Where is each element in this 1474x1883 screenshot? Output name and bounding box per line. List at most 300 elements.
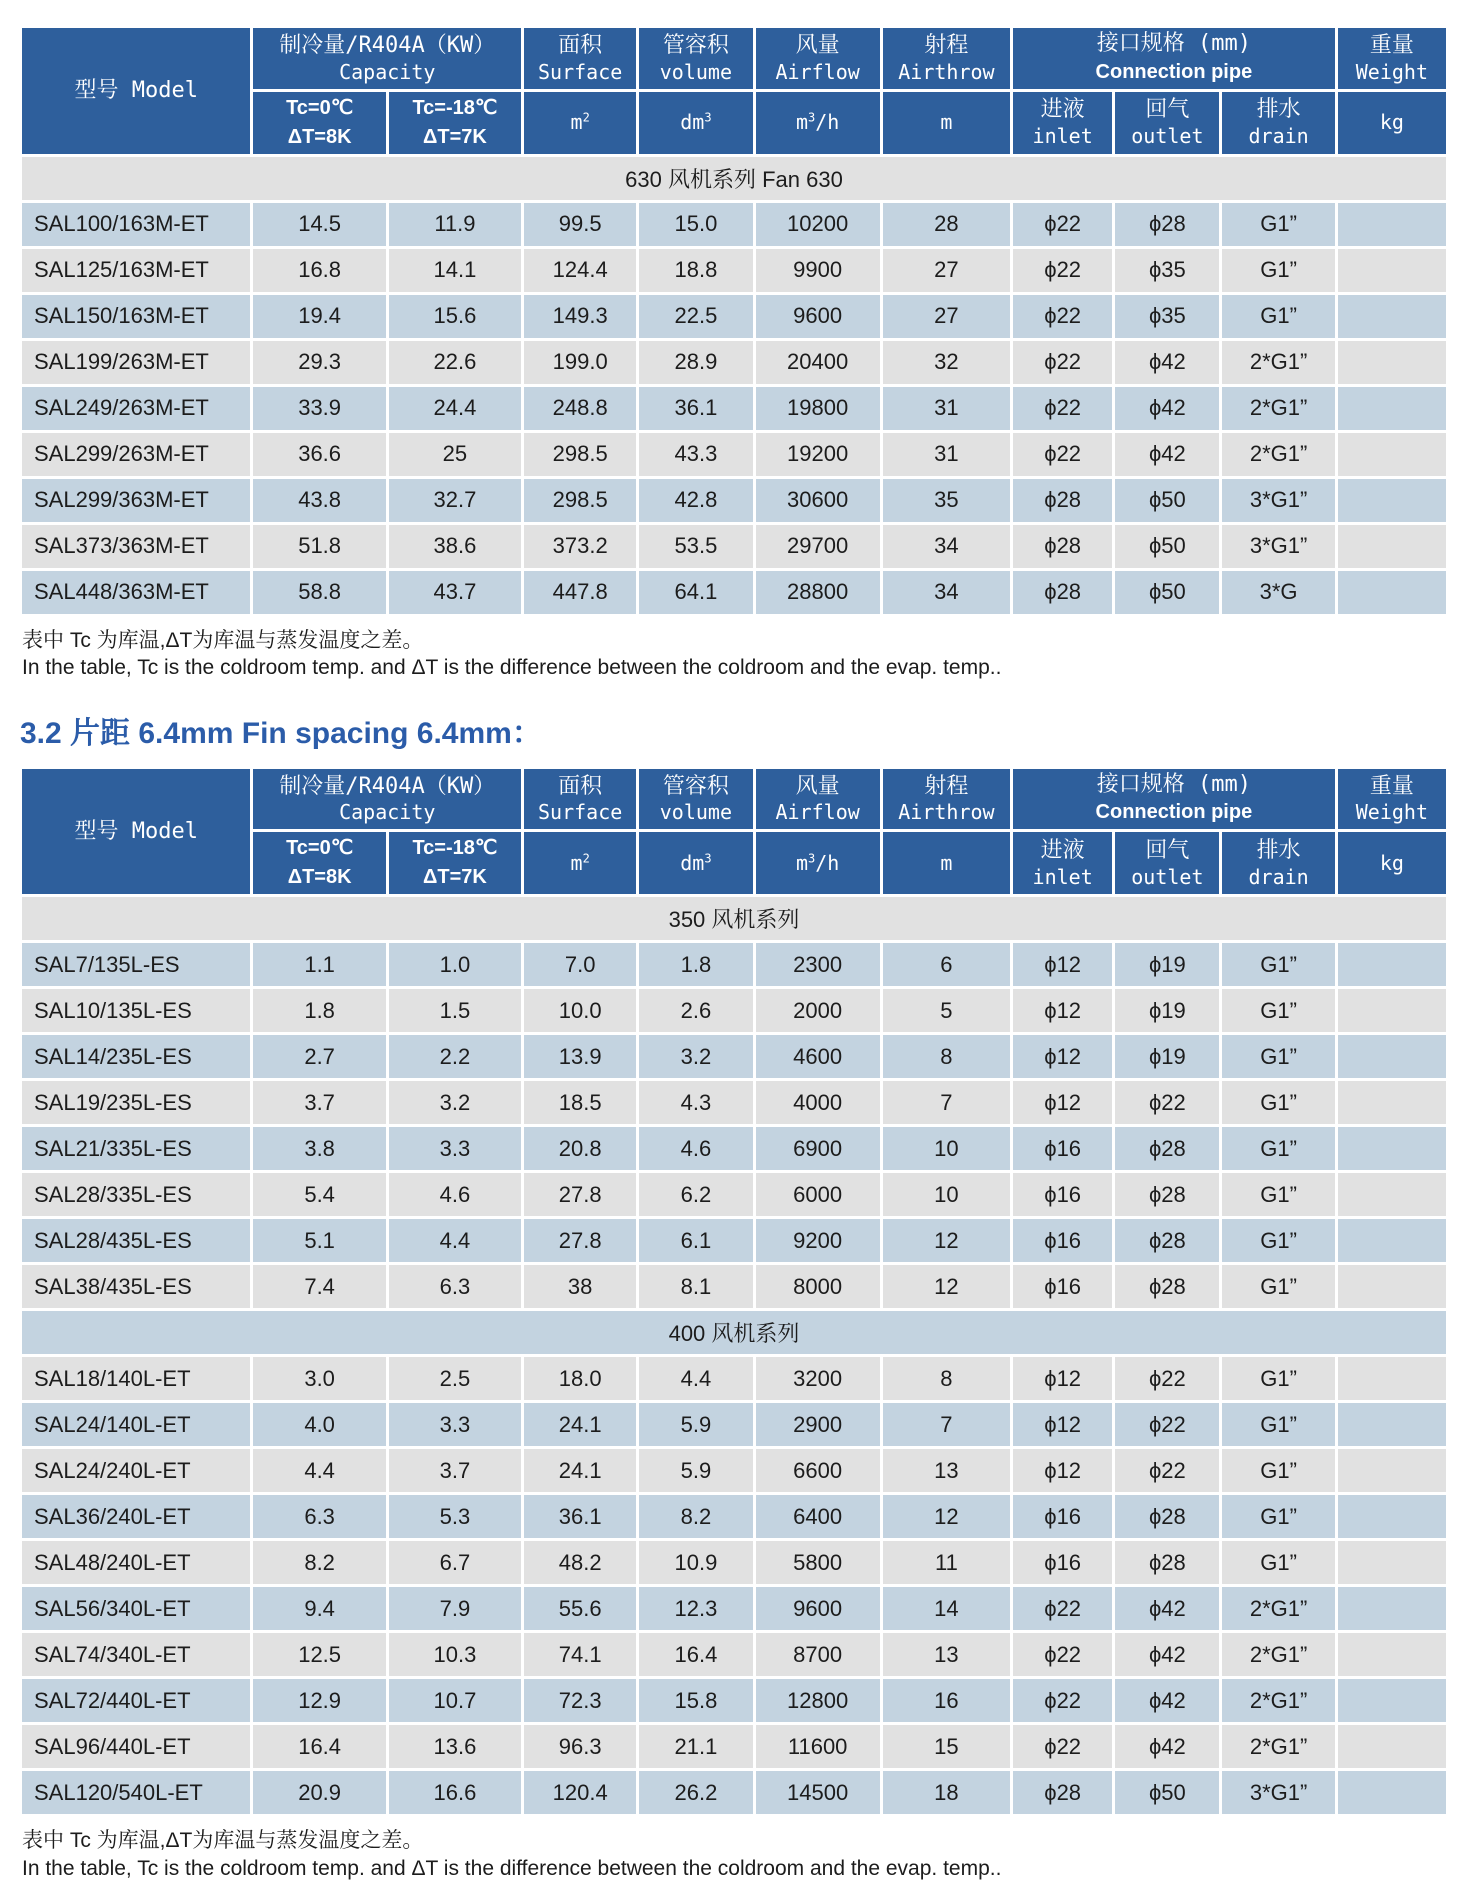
value-cell: 5800 bbox=[756, 1541, 880, 1584]
note-line-cn: 表中 Tc 为库温,ΔT为库温与蒸发温度之差。 bbox=[22, 1829, 424, 1853]
value-cell: 64.1 bbox=[639, 571, 752, 614]
value-cell: 124.4 bbox=[524, 249, 636, 292]
value-cell: 19800 bbox=[756, 387, 880, 430]
value-cell bbox=[1338, 1541, 1446, 1584]
value-cell: 27 bbox=[883, 295, 1010, 338]
value-cell: ϕ50 bbox=[1115, 525, 1219, 568]
col-header-inlet: 进液 inlet bbox=[1013, 92, 1112, 154]
value-cell: ϕ12 bbox=[1013, 1081, 1112, 1124]
value-cell: ϕ50 bbox=[1115, 1771, 1219, 1814]
value-cell: 18.8 bbox=[639, 249, 752, 292]
value-cell bbox=[1338, 203, 1446, 246]
value-cell: ϕ28 bbox=[1115, 1127, 1219, 1170]
value-cell: ϕ28 bbox=[1013, 479, 1112, 522]
value-cell: ϕ42 bbox=[1115, 433, 1219, 476]
model-cell: SAL19/235L-ES bbox=[22, 1081, 250, 1124]
value-cell: G1” bbox=[1222, 1173, 1334, 1216]
table-row bbox=[22, 1035, 1446, 1078]
table-row bbox=[22, 479, 1446, 522]
value-cell: G1” bbox=[1222, 1357, 1334, 1400]
value-cell: 29.3 bbox=[253, 341, 385, 384]
model-cell: SAL299/263M-ET bbox=[22, 433, 250, 476]
model-cell: SAL24/240L-ET bbox=[22, 1449, 250, 1492]
value-cell: 6 bbox=[883, 943, 1010, 986]
table-row bbox=[22, 295, 1446, 338]
value-cell: 5.9 bbox=[639, 1403, 752, 1446]
value-cell: 22.5 bbox=[639, 295, 752, 338]
model-cell: SAL199/263M-ET bbox=[22, 341, 250, 384]
value-cell: 25 bbox=[389, 433, 521, 476]
value-cell: 43.3 bbox=[639, 433, 752, 476]
value-cell: ϕ16 bbox=[1013, 1541, 1112, 1584]
value-cell: ϕ22 bbox=[1013, 341, 1112, 384]
value-cell bbox=[1338, 1771, 1446, 1814]
value-cell: 13.6 bbox=[389, 1725, 521, 1768]
value-cell: 28 bbox=[883, 203, 1010, 246]
value-cell bbox=[1338, 1265, 1446, 1308]
value-cell: 7.0 bbox=[524, 943, 636, 986]
value-cell: 16.6 bbox=[389, 1771, 521, 1814]
col-header-weight: 重量 Weight bbox=[1338, 28, 1446, 89]
value-cell: 14500 bbox=[756, 1771, 880, 1814]
value-cell: 29700 bbox=[756, 525, 880, 568]
value-cell: 35 bbox=[883, 479, 1010, 522]
value-cell: G1” bbox=[1222, 249, 1334, 292]
value-cell: 3*G1” bbox=[1222, 525, 1334, 568]
value-cell: 3*G bbox=[1222, 571, 1334, 614]
value-cell: ϕ28 bbox=[1115, 203, 1219, 246]
value-cell: 3.8 bbox=[253, 1127, 385, 1170]
model-cell: SAL28/335L-ES bbox=[22, 1173, 250, 1216]
value-cell: 31 bbox=[883, 387, 1010, 430]
value-cell: G1” bbox=[1222, 989, 1334, 1032]
model-cell: SAL150/163M-ET bbox=[22, 295, 250, 338]
note-line-cn: 表中 Tc 为库温,ΔT为库温与蒸发温度之差。 bbox=[22, 628, 424, 652]
col-header-model: 型号 Model bbox=[22, 769, 250, 895]
value-cell: 4.0 bbox=[253, 1403, 385, 1446]
value-cell: ϕ28 bbox=[1013, 525, 1112, 568]
value-cell: 6.2 bbox=[639, 1173, 752, 1216]
col-header-tc0: Tc=0℃ ΔT=8K bbox=[253, 92, 385, 154]
value-cell: 4.3 bbox=[639, 1081, 752, 1124]
value-cell: 5.9 bbox=[639, 1449, 752, 1492]
value-cell: 2*G1” bbox=[1222, 1633, 1334, 1676]
model-cell: SAL120/540L-ET bbox=[22, 1771, 250, 1814]
value-cell: 199.0 bbox=[524, 341, 636, 384]
value-cell: 3200 bbox=[756, 1357, 880, 1400]
table-row bbox=[22, 1173, 1446, 1216]
value-cell: 38.6 bbox=[389, 525, 521, 568]
value-cell: 7.4 bbox=[253, 1265, 385, 1308]
table-row bbox=[22, 1081, 1446, 1124]
value-cell: ϕ28 bbox=[1115, 1173, 1219, 1216]
value-cell: 27.8 bbox=[524, 1219, 636, 1262]
value-cell: 7 bbox=[883, 1081, 1010, 1124]
spec-table-fan630 bbox=[19, 25, 1449, 617]
col-header-airflow: 风量 Airflow bbox=[756, 769, 880, 830]
value-cell: 31 bbox=[883, 433, 1010, 476]
value-cell: 42.8 bbox=[639, 479, 752, 522]
value-cell: 1.5 bbox=[389, 989, 521, 1032]
model-cell: SAL373/363M-ET bbox=[22, 525, 250, 568]
value-cell: 12.3 bbox=[639, 1587, 752, 1630]
value-cell: 16.4 bbox=[639, 1633, 752, 1676]
value-cell: 14 bbox=[883, 1587, 1010, 1630]
value-cell: ϕ19 bbox=[1115, 943, 1219, 986]
value-cell: 5 bbox=[883, 989, 1010, 1032]
value-cell: 1.0 bbox=[389, 943, 521, 986]
col-header-airflow: 风量 Airflow bbox=[756, 28, 880, 89]
value-cell: G1” bbox=[1222, 1081, 1334, 1124]
series-section-row bbox=[22, 1311, 1446, 1354]
model-cell: SAL249/263M-ET bbox=[22, 387, 250, 430]
value-cell: 10.9 bbox=[639, 1541, 752, 1584]
value-cell: ϕ22 bbox=[1013, 295, 1112, 338]
value-cell: G1” bbox=[1222, 1403, 1334, 1446]
value-cell: 96.3 bbox=[524, 1725, 636, 1768]
value-cell: G1” bbox=[1222, 1541, 1334, 1584]
value-cell: 10.0 bbox=[524, 989, 636, 1032]
model-cell: SAL74/340L-ET bbox=[22, 1633, 250, 1676]
value-cell: 8700 bbox=[756, 1633, 880, 1676]
value-cell: 20400 bbox=[756, 341, 880, 384]
value-cell: G1” bbox=[1222, 1219, 1334, 1262]
value-cell: 7 bbox=[883, 1403, 1010, 1446]
value-cell: 99.5 bbox=[524, 203, 636, 246]
model-cell: SAL96/440L-ET bbox=[22, 1725, 250, 1768]
value-cell: 2*G1” bbox=[1222, 341, 1334, 384]
value-cell: ϕ42 bbox=[1115, 1587, 1219, 1630]
value-cell: ϕ16 bbox=[1013, 1495, 1112, 1538]
value-cell: ϕ22 bbox=[1115, 1403, 1219, 1446]
model-cell: SAL125/163M-ET bbox=[22, 249, 250, 292]
value-cell bbox=[1338, 249, 1446, 292]
value-cell: 298.5 bbox=[524, 479, 636, 522]
value-cell: 12 bbox=[883, 1495, 1010, 1538]
value-cell: ϕ22 bbox=[1013, 1725, 1112, 1768]
value-cell: 5.1 bbox=[253, 1219, 385, 1262]
table-note bbox=[22, 627, 1454, 682]
value-cell: ϕ50 bbox=[1115, 479, 1219, 522]
col-header-weight-unit: kg bbox=[1338, 92, 1446, 154]
value-cell: 48.2 bbox=[524, 1541, 636, 1584]
value-cell: ϕ28 bbox=[1115, 1265, 1219, 1308]
col-header-airflow-unit: $m^3/h$ bbox=[756, 92, 880, 154]
value-cell: 3.0 bbox=[253, 1357, 385, 1400]
series-section-label: 630 风机系列 Fan 630 bbox=[22, 157, 1446, 200]
value-cell: ϕ16 bbox=[1013, 1127, 1112, 1170]
model-cell: SAL299/363M-ET bbox=[22, 479, 250, 522]
value-cell: 8.2 bbox=[253, 1541, 385, 1584]
value-cell: 2*G1” bbox=[1222, 433, 1334, 476]
series-section-label: 400 风机系列 bbox=[22, 1311, 1446, 1354]
col-header-drain: 排水 drain bbox=[1222, 832, 1334, 894]
value-cell: 6.7 bbox=[389, 1541, 521, 1584]
value-cell: 10.7 bbox=[389, 1679, 521, 1722]
value-cell: 3.7 bbox=[389, 1449, 521, 1492]
value-cell: 15 bbox=[883, 1725, 1010, 1768]
value-cell: ϕ42 bbox=[1115, 1679, 1219, 1722]
value-cell: 12800 bbox=[756, 1679, 880, 1722]
table-row bbox=[22, 1219, 1446, 1262]
value-cell: 10 bbox=[883, 1127, 1010, 1170]
value-cell: 12.5 bbox=[253, 1633, 385, 1676]
col-header-volume: 管容积 volume bbox=[639, 28, 752, 89]
value-cell: 5.3 bbox=[389, 1495, 521, 1538]
value-cell: 6400 bbox=[756, 1495, 880, 1538]
value-cell: ϕ22 bbox=[1013, 249, 1112, 292]
col-header-outlet: 回气 outlet bbox=[1115, 92, 1219, 154]
value-cell: 28800 bbox=[756, 571, 880, 614]
col-header-capacity: 制冷量/R404A（KW） Capacity bbox=[253, 769, 521, 830]
col-header-surface: 面积 Surface bbox=[524, 769, 636, 830]
model-cell: SAL448/363M-ET bbox=[22, 571, 250, 614]
value-cell: ϕ12 bbox=[1013, 1035, 1112, 1078]
table-row bbox=[22, 1679, 1446, 1722]
value-cell bbox=[1338, 1035, 1446, 1078]
value-cell: 4000 bbox=[756, 1081, 880, 1124]
table-row bbox=[22, 1771, 1446, 1814]
value-cell: 19.4 bbox=[253, 295, 385, 338]
table-row bbox=[22, 1587, 1446, 1630]
model-cell: SAL36/240L-ET bbox=[22, 1495, 250, 1538]
value-cell: 32.7 bbox=[389, 479, 521, 522]
value-cell: 2*G1” bbox=[1222, 1587, 1334, 1630]
value-cell bbox=[1338, 1495, 1446, 1538]
value-cell: 10 bbox=[883, 1173, 1010, 1216]
value-cell: 18 bbox=[883, 1771, 1010, 1814]
value-cell: ϕ16 bbox=[1013, 1173, 1112, 1216]
value-cell: ϕ22 bbox=[1013, 203, 1112, 246]
value-cell: 149.3 bbox=[524, 295, 636, 338]
table-row bbox=[22, 1403, 1446, 1446]
value-cell: 120.4 bbox=[524, 1771, 636, 1814]
model-cell: SAL48/240L-ET bbox=[22, 1541, 250, 1584]
col-header-volume: 管容积 volume bbox=[639, 769, 752, 830]
value-cell: 8 bbox=[883, 1357, 1010, 1400]
model-cell: SAL56/340L-ET bbox=[22, 1587, 250, 1630]
value-cell bbox=[1338, 295, 1446, 338]
value-cell: 2*G1” bbox=[1222, 1725, 1334, 1768]
value-cell: 9600 bbox=[756, 1587, 880, 1630]
value-cell: 38 bbox=[524, 1265, 636, 1308]
value-cell: ϕ42 bbox=[1115, 1633, 1219, 1676]
value-cell: 43.8 bbox=[253, 479, 385, 522]
value-cell bbox=[1338, 1587, 1446, 1630]
value-cell: ϕ35 bbox=[1115, 295, 1219, 338]
value-cell: ϕ42 bbox=[1115, 387, 1219, 430]
value-cell: ϕ22 bbox=[1013, 1679, 1112, 1722]
value-cell bbox=[1338, 387, 1446, 430]
table-row bbox=[22, 387, 1446, 430]
note-line-en: In the table, Tc is the coldroom temp. and ΔT is the difference between the coldroom and the evap. temp.. bbox=[22, 1857, 1002, 1881]
model-cell: SAL28/435L-ES bbox=[22, 1219, 250, 1262]
value-cell: 36.6 bbox=[253, 433, 385, 476]
value-cell: 19200 bbox=[756, 433, 880, 476]
value-cell: 26.2 bbox=[639, 1771, 752, 1814]
table-row bbox=[22, 943, 1446, 986]
value-cell: ϕ28 bbox=[1013, 1771, 1112, 1814]
value-cell: 1.8 bbox=[253, 989, 385, 1032]
value-cell: 13 bbox=[883, 1449, 1010, 1492]
value-cell: 36.1 bbox=[639, 387, 752, 430]
value-cell: 2.6 bbox=[639, 989, 752, 1032]
value-cell: 34 bbox=[883, 525, 1010, 568]
value-cell: 32 bbox=[883, 341, 1010, 384]
value-cell: ϕ22 bbox=[1115, 1449, 1219, 1492]
table-body-fin-6-4mm bbox=[22, 897, 1446, 1814]
value-cell bbox=[1338, 1173, 1446, 1216]
value-cell: 9200 bbox=[756, 1219, 880, 1262]
table-row bbox=[22, 989, 1446, 1032]
value-cell: G1” bbox=[1222, 295, 1334, 338]
value-cell: 24.4 bbox=[389, 387, 521, 430]
value-cell: ϕ22 bbox=[1115, 1357, 1219, 1400]
value-cell: 72.3 bbox=[524, 1679, 636, 1722]
value-cell: 20.8 bbox=[524, 1127, 636, 1170]
value-cell: 4600 bbox=[756, 1035, 880, 1078]
value-cell: ϕ19 bbox=[1115, 989, 1219, 1032]
value-cell: 11 bbox=[883, 1541, 1010, 1584]
col-header-airflow-unit: $m^3/h$ bbox=[756, 832, 880, 894]
value-cell: 20.9 bbox=[253, 1771, 385, 1814]
value-cell: 21.1 bbox=[639, 1725, 752, 1768]
model-cell: SAL21/335L-ES bbox=[22, 1127, 250, 1170]
value-cell: ϕ16 bbox=[1013, 1265, 1112, 1308]
model-cell: SAL7/135L-ES bbox=[22, 943, 250, 986]
col-header-weight-unit: kg bbox=[1338, 832, 1446, 894]
value-cell: 13.9 bbox=[524, 1035, 636, 1078]
value-cell: 53.5 bbox=[639, 525, 752, 568]
model-cell: SAL38/435L-ES bbox=[22, 1265, 250, 1308]
value-cell: ϕ12 bbox=[1013, 943, 1112, 986]
value-cell: 12.9 bbox=[253, 1679, 385, 1722]
value-cell: 16 bbox=[883, 1679, 1010, 1722]
value-cell: 15.0 bbox=[639, 203, 752, 246]
value-cell: G1” bbox=[1222, 1265, 1334, 1308]
value-cell: 373.2 bbox=[524, 525, 636, 568]
model-cell: SAL24/140L-ET bbox=[22, 1403, 250, 1446]
value-cell: 4.4 bbox=[253, 1449, 385, 1492]
value-cell: ϕ12 bbox=[1013, 1357, 1112, 1400]
value-cell bbox=[1338, 571, 1446, 614]
value-cell: 18.0 bbox=[524, 1357, 636, 1400]
value-cell: 3.3 bbox=[389, 1127, 521, 1170]
col-header-inlet: 进液 inlet bbox=[1013, 832, 1112, 894]
value-cell: 16.4 bbox=[253, 1725, 385, 1768]
value-cell bbox=[1338, 433, 1446, 476]
value-cell: 74.1 bbox=[524, 1633, 636, 1676]
value-cell: 30600 bbox=[756, 479, 880, 522]
col-header-surface: 面积 Surface bbox=[524, 28, 636, 89]
table-row bbox=[22, 571, 1446, 614]
value-cell: 8.1 bbox=[639, 1265, 752, 1308]
value-cell: 7.9 bbox=[389, 1587, 521, 1630]
value-cell: G1” bbox=[1222, 203, 1334, 246]
value-cell: 2.5 bbox=[389, 1357, 521, 1400]
value-cell: 6.1 bbox=[639, 1219, 752, 1262]
value-cell bbox=[1338, 341, 1446, 384]
value-cell: G1” bbox=[1222, 1449, 1334, 1492]
col-header-weight: 重量 Weight bbox=[1338, 769, 1446, 830]
value-cell bbox=[1338, 1357, 1446, 1400]
table-row bbox=[22, 433, 1446, 476]
value-cell: 14.1 bbox=[389, 249, 521, 292]
table-row bbox=[22, 1633, 1446, 1676]
series-section-row bbox=[22, 157, 1446, 200]
series-section-label: 350 风机系列 bbox=[22, 897, 1446, 940]
table-header bbox=[22, 28, 1446, 154]
col-header-airthrow-unit: m bbox=[883, 832, 1010, 894]
value-cell: ϕ28 bbox=[1115, 1541, 1219, 1584]
value-cell: 248.8 bbox=[524, 387, 636, 430]
value-cell: ϕ28 bbox=[1013, 571, 1112, 614]
value-cell: 10200 bbox=[756, 203, 880, 246]
value-cell: 28.9 bbox=[639, 341, 752, 384]
value-cell: 2*G1” bbox=[1222, 1679, 1334, 1722]
table-row bbox=[22, 1127, 1446, 1170]
col-header-airthrow: 射程 Airthrow bbox=[883, 28, 1010, 89]
value-cell: ϕ42 bbox=[1115, 341, 1219, 384]
col-header-volume-unit: $dm^3$ bbox=[639, 92, 752, 154]
value-cell: 6600 bbox=[756, 1449, 880, 1492]
value-cell: 8 bbox=[883, 1035, 1010, 1078]
value-cell: ϕ19 bbox=[1115, 1035, 1219, 1078]
section-heading-fin-spacing: 3.2 片距 6.4mm Fin spacing 6.4mm： bbox=[20, 716, 542, 750]
col-header-connection-pipe: 接口规格 (mm) Connection pipe bbox=[1013, 769, 1335, 830]
value-cell: 1.8 bbox=[639, 943, 752, 986]
table-header bbox=[22, 769, 1446, 895]
table-row bbox=[22, 1541, 1446, 1584]
value-cell: 22.6 bbox=[389, 341, 521, 384]
col-header-drain: 排水 drain bbox=[1222, 92, 1334, 154]
table-note bbox=[22, 1827, 1454, 1882]
value-cell bbox=[1338, 1219, 1446, 1262]
value-cell bbox=[1338, 525, 1446, 568]
value-cell: ϕ22 bbox=[1013, 433, 1112, 476]
value-cell: ϕ12 bbox=[1013, 1403, 1112, 1446]
col-header-surface-unit: $m^2$ bbox=[524, 832, 636, 894]
model-cell: SAL100/163M-ET bbox=[22, 203, 250, 246]
model-cell: SAL10/135L-ES bbox=[22, 989, 250, 1032]
value-cell: 24.1 bbox=[524, 1403, 636, 1446]
col-header-tc0: Tc=0℃ ΔT=8K bbox=[253, 832, 385, 894]
value-cell: 447.8 bbox=[524, 571, 636, 614]
value-cell: 1.1 bbox=[253, 943, 385, 986]
value-cell: 3*G1” bbox=[1222, 479, 1334, 522]
value-cell: 12 bbox=[883, 1219, 1010, 1262]
value-cell: 15.8 bbox=[639, 1679, 752, 1722]
value-cell: ϕ22 bbox=[1013, 1633, 1112, 1676]
value-cell: 4.6 bbox=[639, 1127, 752, 1170]
value-cell: 24.1 bbox=[524, 1449, 636, 1492]
col-header-tc-minus18: Tc=-18℃ ΔT=7K bbox=[389, 832, 521, 894]
col-header-volume-unit: $dm^3$ bbox=[639, 832, 752, 894]
value-cell: 2900 bbox=[756, 1403, 880, 1446]
table-body-fan630 bbox=[22, 157, 1446, 614]
value-cell: 55.6 bbox=[524, 1587, 636, 1630]
value-cell: 13 bbox=[883, 1633, 1010, 1676]
value-cell bbox=[1338, 1127, 1446, 1170]
value-cell: 18.5 bbox=[524, 1081, 636, 1124]
table-row bbox=[22, 525, 1446, 568]
table-row bbox=[22, 1357, 1446, 1400]
col-header-outlet: 回气 outlet bbox=[1115, 832, 1219, 894]
value-cell: G1” bbox=[1222, 1035, 1334, 1078]
table-row bbox=[22, 1495, 1446, 1538]
value-cell: ϕ42 bbox=[1115, 1725, 1219, 1768]
value-cell: 8000 bbox=[756, 1265, 880, 1308]
